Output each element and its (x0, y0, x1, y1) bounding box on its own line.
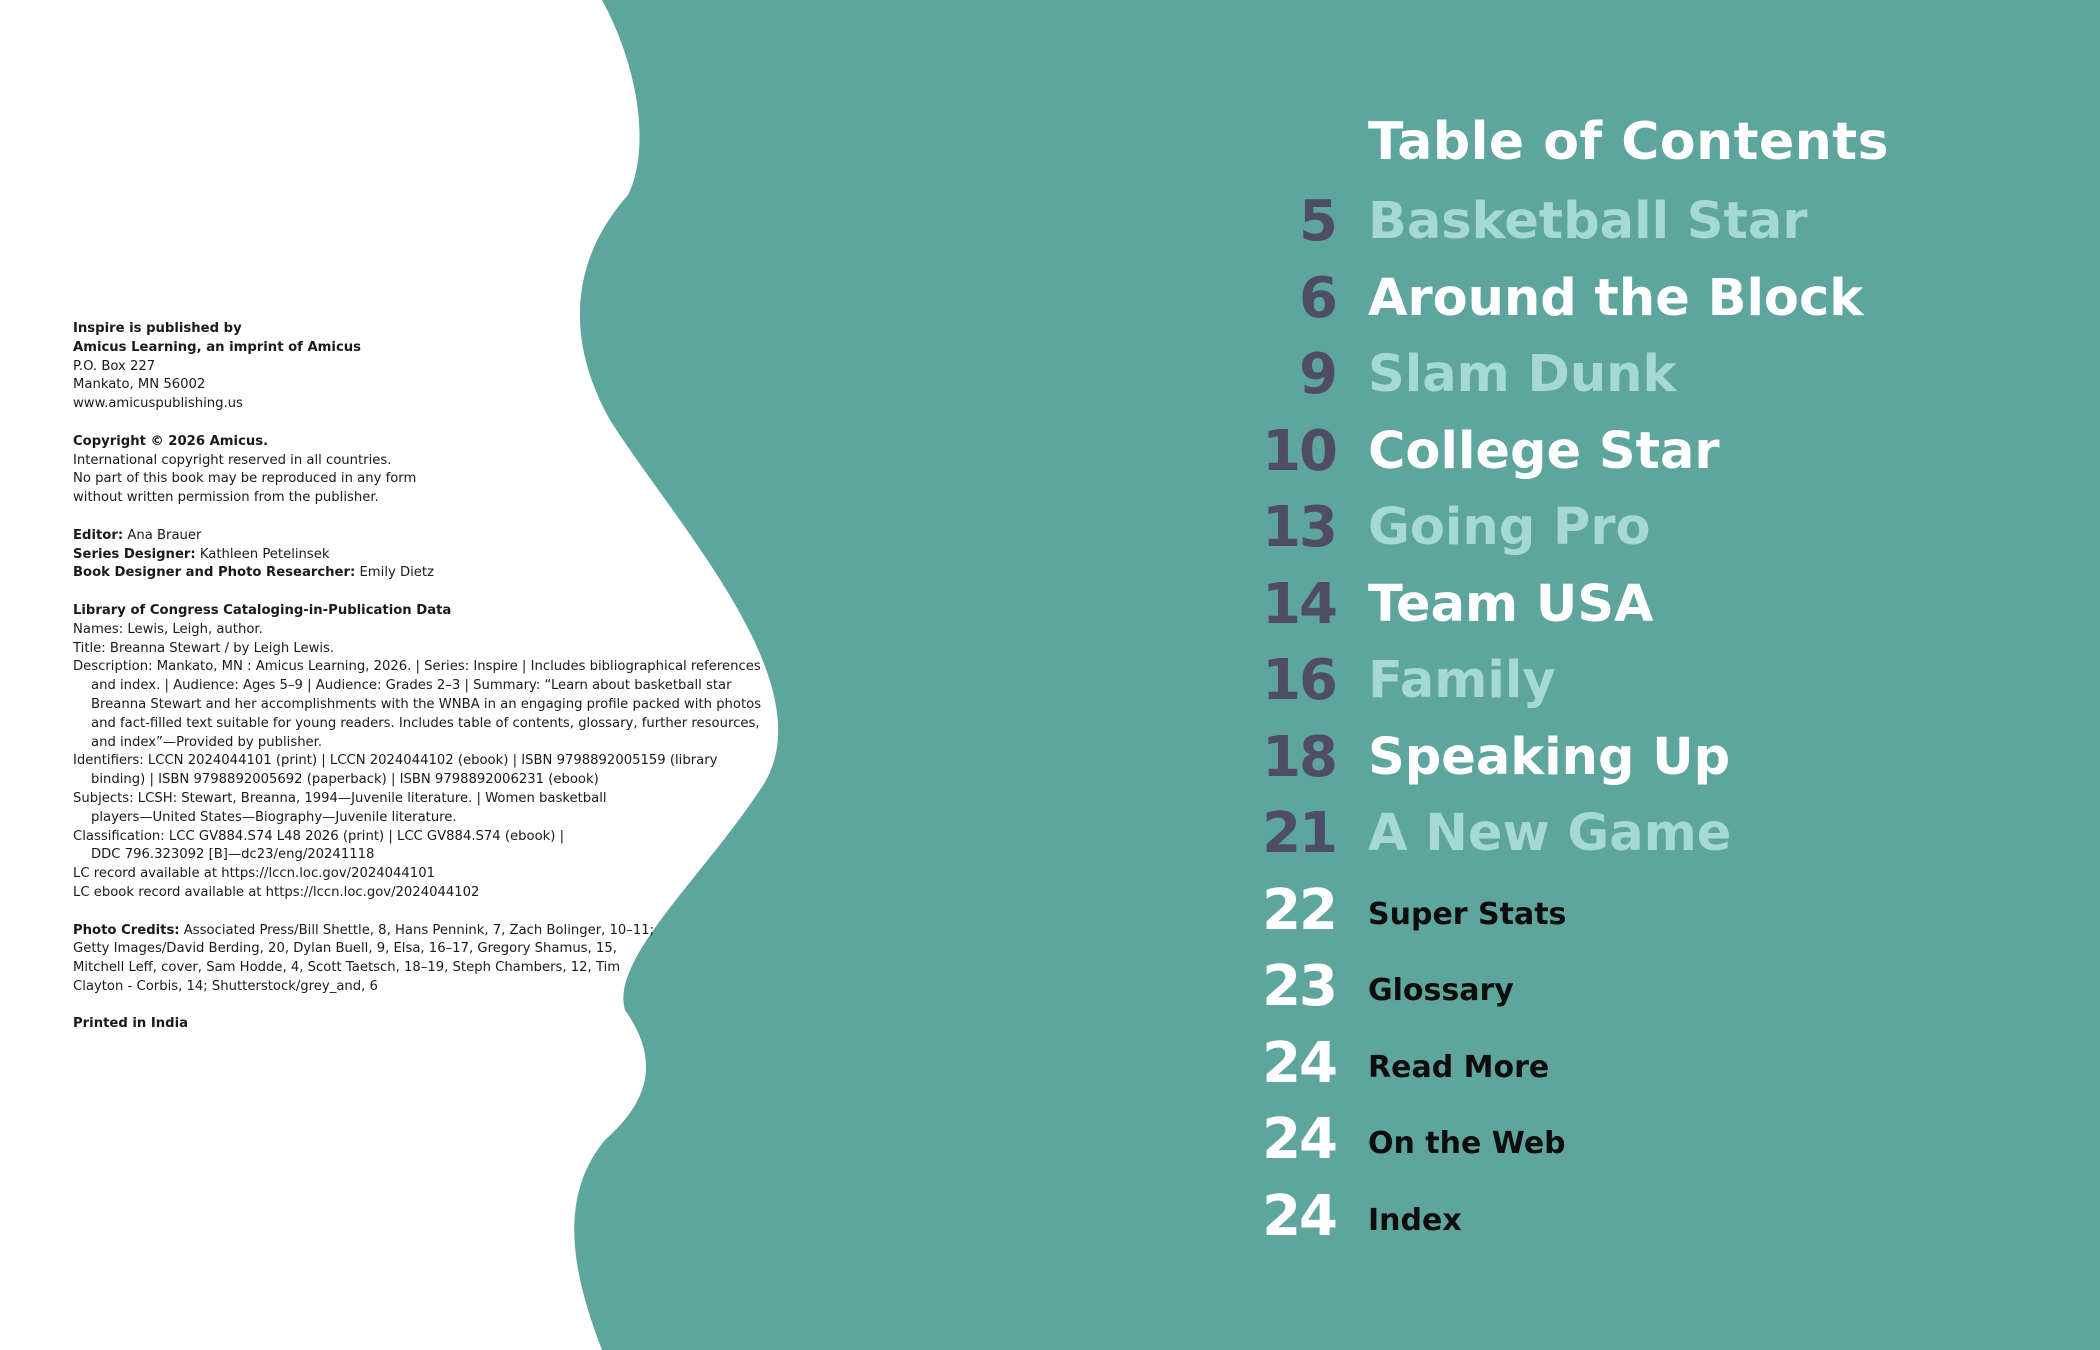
publisher-line-1: Inspire is published by (73, 321, 242, 336)
editor-label: Editor: (73, 527, 124, 543)
toc-page-number: 14 (1262, 572, 1336, 637)
editor-name: Ana Brauer (123, 527, 202, 543)
cip-title: Title: Breanna Stewart / by Leigh Lewis. (73, 640, 335, 656)
series-designer-name: Kathleen Petelinsek (195, 546, 330, 562)
cip-subjects-2: players—United States—Biography—Juvenile literature. (91, 809, 457, 825)
publisher-line-2: Amicus Learning, an imprint of Amicus (73, 339, 362, 355)
loc-heading: Library of Congress Cataloging-in-Publication Data (73, 602, 452, 618)
cip-subjects-1: Subjects: LCSH: Stewart, Breanna, 1994—Juvenile literature. | Women basketball (73, 790, 607, 806)
toc-entry-label: College Star (1368, 422, 1720, 481)
toc-entry[interactable] (1180, 337, 2080, 413)
website: www.amicuspublishing.us (73, 396, 243, 412)
toc-entry[interactable] (1180, 643, 2080, 719)
toc-page-number: 5 (1299, 189, 1336, 254)
rights-line-1: International copyright reserved in all countries. (73, 452, 392, 468)
editor-line (73, 527, 793, 546)
toc-entry[interactable] (1180, 567, 2080, 643)
cip-description-1: Description: Mankato, MN : Amicus Learning, 2026. | Series: Inspire | Includes bibliographical references (73, 659, 761, 675)
toc-entry-label: Team USA (1368, 575, 1654, 634)
toc-entry-label: Glossary (1368, 973, 1514, 1008)
toc-page-number: 18 (1262, 725, 1336, 790)
series-designer-line (73, 546, 793, 565)
toc-entry[interactable] (1180, 1102, 2080, 1178)
rights-line-3: without written permission from the publisher. (73, 490, 379, 506)
photo-credits (73, 922, 793, 997)
toc-entry-label: On the Web (1368, 1126, 1566, 1161)
credits-staff (73, 527, 793, 583)
toc-entry[interactable] (1180, 184, 2080, 260)
toc-entry[interactable] (1180, 949, 2080, 1025)
toc-entry[interactable] (1180, 1026, 2080, 1102)
toc-entry[interactable] (1180, 1179, 2080, 1255)
toc-page-number: 24 (1262, 1184, 1336, 1249)
toc-entry-label: Speaking Up (1368, 728, 1731, 787)
toc-entry[interactable] (1180, 873, 2080, 949)
toc-page-number: 23 (1262, 954, 1336, 1019)
book-designer-name: Emily Dietz (355, 565, 435, 581)
book-designer-label: Book Designer and Photo Researcher: (73, 565, 356, 581)
toc-entry[interactable] (1180, 720, 2080, 796)
toc-entry-label: Slam Dunk (1368, 345, 1677, 404)
publisher-info (73, 320, 793, 414)
toc-page-number: 24 (1262, 1107, 1336, 1172)
toc-page-number: 22 (1262, 878, 1336, 943)
cip-description-4: and fact-filled text suitable for young readers. Includes table of contents, glossary, further resources, (91, 715, 760, 731)
cip-identifiers-2: binding) | ISBN 9798892005692 (paperback) | ISBN 9798892006231 (ebook) (91, 772, 599, 788)
photo-credits-line-2: Getty Images/David Berding, 20, Dylan Buell, 9, Elsa, 16–17, Gregory Shamus, 15, (73, 941, 617, 957)
toc-page-number: 21 (1262, 801, 1336, 866)
photo-credits-line-3: Mitchell Leff, cover, Sam Hodde, 4, Scott Taetsch, 18–19, Steph Chambers, 12, Tim (73, 960, 621, 976)
cip-data (73, 602, 793, 903)
toc-page-number: 6 (1299, 266, 1336, 331)
photo-credits-line-4: Clayton - Corbis, 14; Shutterstock/grey_and, 6 (73, 978, 378, 994)
photo-credits-text-1: Associated Press/Bill Shettle, 8, Hans Pennink, 7, Zach Bolinger, 10–11; (179, 922, 655, 938)
cip-description-3: Breanna Stewart and her accomplishments with the WNBA in an engaging profile packed with photos (91, 696, 762, 712)
toc-title: Table of Contents (1368, 112, 1890, 172)
toc-page-number: 24 (1262, 1031, 1336, 1096)
toc-entry-label: Going Pro (1368, 498, 1651, 557)
copyright-block (73, 320, 793, 1053)
po-box: P.O. Box 227 (73, 358, 156, 374)
toc-entry-label: Around the Block (1368, 269, 1864, 328)
cip-classification-2: DDC 796.323092 [B]—dc23/eng/20241118 (91, 847, 375, 863)
toc-entry-label: Super Stats (1368, 897, 1567, 932)
cip-classification-1: Classification: LCC GV884.S74 L48 2026 (print) | LCC GV884.S74 (ebook) | (73, 828, 565, 844)
toc-entry[interactable] (1180, 796, 2080, 872)
lc-ebook-record: LC ebook record available at https://lccn.loc.gov/2024044102 (73, 884, 480, 900)
toc-entry-label: A New Game (1368, 804, 1732, 863)
cip-description-5: and index”—Provided by publisher. (91, 734, 323, 750)
cip-identifiers-1: Identifiers: LCCN 2024044101 (print) | LCCN 2024044102 (ebook) | ISBN 9798892005159 (library (73, 753, 718, 769)
table-of-contents (1180, 0, 2080, 1350)
city: Mankato, MN 56002 (73, 377, 206, 393)
photo-credits-line-1 (73, 922, 793, 941)
printed-in (73, 1015, 793, 1034)
toc-page-number: 9 (1299, 342, 1336, 407)
series-designer-label: Series Designer: (73, 546, 196, 562)
cip-description-2: and index. | Audience: Ages 5–9 | Audience: Grades 2–3 | Summary: “Learn about basketball star (91, 678, 732, 694)
toc-entry[interactable] (1180, 414, 2080, 490)
toc-entry-label: Read More (1368, 1050, 1550, 1085)
photo-credits-label: Photo Credits: (73, 922, 180, 938)
toc-entry[interactable] (1180, 261, 2080, 337)
copyright-heading: Copyright © 2026 Amicus. (73, 433, 269, 449)
toc-page-number: 16 (1262, 648, 1336, 713)
book-designer-line (73, 564, 793, 583)
toc-entry-label: Basketball Star (1368, 192, 1808, 251)
printed-line: Printed in India (73, 1016, 189, 1032)
lc-record: LC record available at https://lccn.loc.gov/2024044101 (73, 866, 435, 882)
copyright-notice (73, 433, 793, 508)
toc-page-number: 10 (1262, 419, 1336, 484)
toc-entry-label: Index (1368, 1203, 1462, 1238)
rights-line-2: No part of this book may be reproduced in any form (73, 471, 417, 487)
cip-names: Names: Lewis, Leigh, author. (73, 621, 263, 637)
toc-entry-label: Family (1368, 651, 1556, 710)
toc-page-number: 13 (1262, 495, 1336, 560)
toc-entry[interactable] (1180, 490, 2080, 566)
